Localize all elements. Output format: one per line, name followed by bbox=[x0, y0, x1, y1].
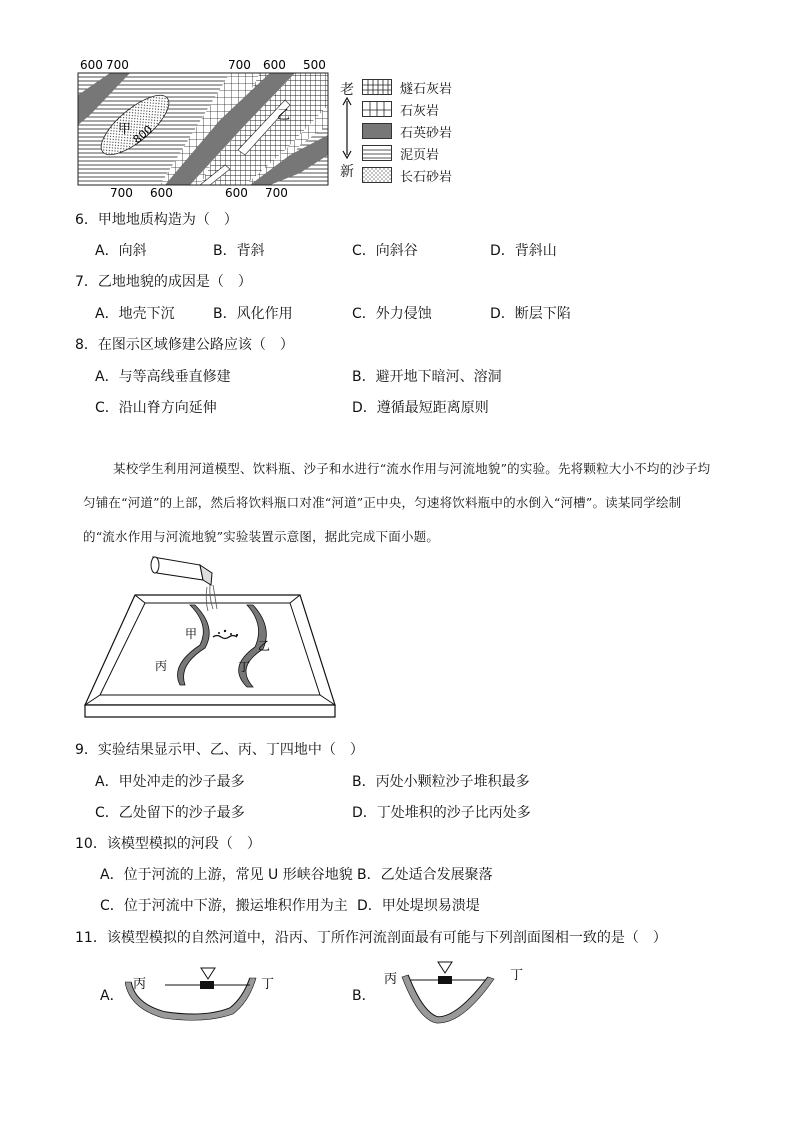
question-number: 8． bbox=[75, 337, 98, 353]
question-8 bbox=[75, 334, 294, 354]
q9-option-b[interactable]: B．丙处小颗粒沙子堆积最多 bbox=[352, 774, 530, 790]
age-arrow bbox=[340, 97, 354, 159]
legend-item-quartz-sandstone bbox=[362, 121, 452, 141]
question-number: 9． bbox=[75, 742, 98, 758]
profile-b bbox=[378, 955, 538, 1030]
chert-limestone-swatch bbox=[362, 79, 392, 95]
q8-option-d[interactable]: D．遵循最短距离原则 bbox=[352, 400, 489, 416]
question-11 bbox=[75, 927, 667, 947]
legend-label: 石灰岩 bbox=[400, 103, 440, 119]
top-contour-2: 700 bbox=[106, 58, 129, 72]
exp-label-ding: 丁 bbox=[238, 660, 251, 674]
q10-option-c[interactable]: C．位于河流中下游，搬运堆积作用为主 bbox=[100, 898, 348, 914]
q7-option-d[interactable]: D．断层下陷 bbox=[490, 306, 571, 322]
question-stem: 该模型模拟的自然河道中，沿丙、丁所作河流剖面最有可能与下列剖面图相一致的是（ ） bbox=[106, 930, 667, 946]
question-number: 11． bbox=[75, 930, 107, 946]
question-number: 7． bbox=[75, 274, 98, 290]
bottom-contour-1: 700 bbox=[110, 186, 133, 200]
place-jia: 甲 bbox=[118, 122, 132, 137]
profile-a bbox=[125, 960, 285, 1025]
q6-option-d[interactable]: D．背斜山 bbox=[490, 243, 557, 259]
q6-option-a[interactable]: A．向斜 bbox=[95, 243, 147, 259]
place-yi: 乙 bbox=[277, 108, 291, 123]
q8-option-b[interactable]: B．避开地下暗河、溶洞 bbox=[352, 369, 502, 385]
q11-option-b[interactable]: B． bbox=[352, 988, 376, 1004]
q8-option-a[interactable]: A．与等高线垂直修建 bbox=[95, 369, 231, 385]
age-new-label: 新 bbox=[340, 164, 354, 180]
profile-b-left: 丙 bbox=[384, 972, 398, 987]
legend-item-chert-limestone bbox=[362, 77, 452, 97]
bottom-contour-4: 700 bbox=[265, 186, 288, 200]
profile-a-left: 丙 bbox=[133, 977, 147, 992]
feldspar-sandstone-swatch bbox=[362, 167, 392, 183]
exp-label-yi: 乙 bbox=[258, 639, 271, 653]
bottom-contour-3: 600 bbox=[225, 186, 248, 200]
geologic-map bbox=[70, 55, 340, 200]
legend-item-shale bbox=[362, 143, 439, 163]
q9-option-d[interactable]: D．丁处堆积的沙子比丙处多 bbox=[352, 805, 531, 821]
top-contour-1: 600 bbox=[80, 58, 103, 72]
q8-option-c[interactable]: C．沿山脊方向延伸 bbox=[95, 400, 217, 416]
question-stem: 乙地地貌的成因是（ ） bbox=[97, 274, 252, 290]
question-9 bbox=[75, 739, 364, 759]
q7-option-b[interactable]: B．风化作用 bbox=[213, 306, 293, 322]
question-number: 10． bbox=[75, 836, 107, 852]
question-stem: 该模型模拟的河段（ ） bbox=[106, 836, 261, 852]
q7-option-a[interactable]: A．地壳下沉 bbox=[95, 306, 175, 322]
question-6 bbox=[75, 209, 238, 229]
q10-option-a[interactable]: A．位于河流的上游，常见 U 形峡谷地貌 bbox=[100, 867, 353, 883]
legend-label: 长石砂岩 bbox=[400, 169, 453, 185]
q11-option-a[interactable]: A． bbox=[100, 988, 124, 1004]
q10-option-b[interactable]: B．乙处适合发展聚落 bbox=[357, 867, 493, 883]
q9-option-a[interactable]: A．甲处冲走的沙子最多 bbox=[95, 774, 245, 790]
question-number: 6． bbox=[75, 212, 98, 228]
reading-passage: 某校学生利用河道模型、饮料瓶、沙子和水进行“流水作用与河流地貌”的实验。先将颗粒大小不均的沙子均匀铺在“河道”的上部，然后将饮料瓶口对准“河道”正中央，匀速将饮料瓶中的水倒入“河槽”。读某同学绘制的“流水作用与河流地貌”实验装置示意图，据此完成下面小题。 bbox=[83, 461, 711, 544]
quartz-sandstone-swatch bbox=[362, 123, 392, 139]
bottom-contour-2: 600 bbox=[150, 186, 173, 200]
legend-label: 燧石灰岩 bbox=[400, 81, 453, 97]
top-contour-5: 500 bbox=[303, 58, 326, 72]
q6-option-c[interactable]: C．向斜谷 bbox=[352, 243, 418, 259]
q10-option-d[interactable]: D．甲处堤坝易溃堤 bbox=[357, 898, 480, 914]
profile-b-right: 丁 bbox=[510, 968, 524, 983]
exp-label-bing: 丙 bbox=[155, 659, 168, 673]
age-old-label: 老 bbox=[340, 82, 354, 98]
top-contour-4: 600 bbox=[263, 58, 286, 72]
bottle bbox=[151, 557, 212, 585]
question-stem: 实验结果显示甲、乙、丙、丁四地中（ ） bbox=[97, 742, 364, 758]
shale-swatch bbox=[362, 145, 392, 161]
profile-a-right: 丁 bbox=[261, 977, 275, 992]
q6-option-b[interactable]: B．背斜 bbox=[213, 243, 265, 259]
top-contour-3: 700 bbox=[228, 58, 251, 72]
legend-item-feldspar-sandstone bbox=[362, 165, 452, 185]
inner-contour: 800 bbox=[130, 122, 156, 147]
experiment-diagram bbox=[75, 545, 345, 725]
q7-option-c[interactable]: C．外力侵蚀 bbox=[352, 306, 432, 322]
legend-label: 泥页岩 bbox=[400, 147, 440, 163]
question-stem: 在图示区域修建公路应该（ ） bbox=[97, 337, 294, 353]
question-10 bbox=[75, 833, 261, 853]
question-7 bbox=[75, 271, 252, 291]
q9-option-c[interactable]: C．乙处留下的沙子最多 bbox=[95, 805, 245, 821]
exp-label-jia: 甲 bbox=[185, 627, 198, 641]
legend-item-limestone bbox=[362, 99, 439, 119]
limestone-swatch bbox=[362, 101, 392, 117]
legend-label: 石英砂岩 bbox=[400, 125, 453, 141]
question-stem: 甲地地质构造为（ ） bbox=[97, 212, 238, 228]
